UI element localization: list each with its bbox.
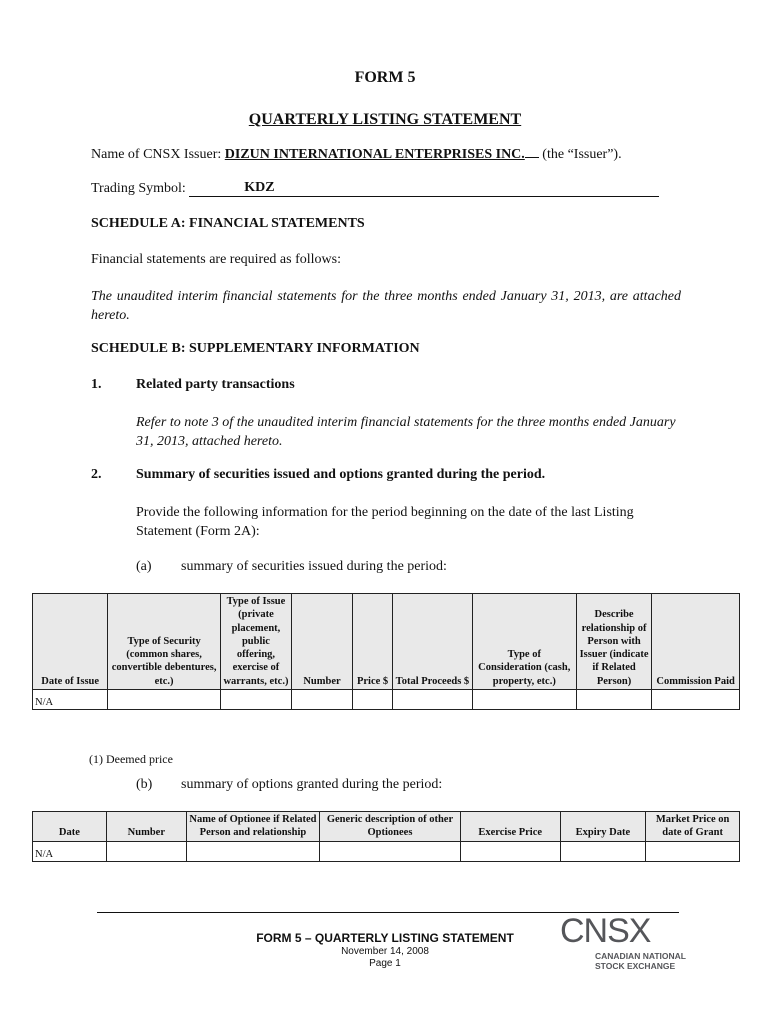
issuer-label: Name of CNSX Issuer: [91, 147, 222, 162]
table-header-row [33, 812, 740, 842]
col-expiry-date: Expiry Date [560, 812, 646, 842]
footer-title: FORM 5 – QUARTERLY LISTING STATEMENT [256, 931, 514, 945]
col-market-price: Market Price on date of Grant [646, 812, 740, 842]
footer-page: Page 1 [369, 958, 401, 969]
table-cell [393, 690, 472, 710]
item1-text: Refer to note 3 of the unaudited interim financial statements for the three months ended January 31, 2013, attached hereto. [136, 415, 676, 449]
issuer-suffix: (the “Issuer”). [542, 147, 622, 162]
statement-title: QUARTERLY LISTING STATEMENT [248, 111, 522, 128]
schedule-b-heading: SCHEDULE B: SUPPLEMENTARY INFORMATION [91, 341, 420, 356]
form-title: FORM 5 [354, 69, 416, 86]
item2-text: Provide the following information for the period beginning on the date of the last Listing Statement (Form 2A): [136, 505, 634, 539]
item2-title: Summary of securities issued and options granted during the period. [136, 467, 546, 482]
item-b-text: summary of options granted during the period: [181, 777, 443, 792]
col-commission-paid: Commission Paid [652, 594, 740, 690]
col-number: Number [106, 812, 186, 842]
table-a-footnote: (1) Deemed price [89, 752, 173, 766]
footer-date: November 14, 2008 [341, 946, 429, 957]
table-cell [292, 690, 353, 710]
col-date: Date [33, 812, 107, 842]
col-type-of-issue: Type of Issue (private placement, public offering, exercise of warrants, etc.) [220, 594, 291, 690]
table-cell: N/A [33, 841, 107, 861]
table-row [33, 690, 740, 710]
schedule-a-note: The unaudited interim financial statements for the three months ended January 31, 2013, are attached hereto. [91, 289, 681, 323]
table-cell [108, 690, 221, 710]
logo-line-2: STOCK EXCHANGE [595, 961, 676, 971]
col-generic-description: Generic description of other Optionees [320, 812, 461, 842]
item1-title: Related party transactions [136, 377, 295, 392]
col-price: Price $ [352, 594, 392, 690]
table-cell [560, 841, 646, 861]
table-cell: N/A [33, 690, 108, 710]
table-cell [646, 841, 740, 861]
securities-issued-table [32, 593, 740, 710]
col-type-of-consideration: Type of Consideration (cash, property, etc.) [472, 594, 576, 690]
trading-symbol-value: KDZ [244, 180, 275, 195]
schedule-a-intro: Financial statements are required as follows: [91, 252, 341, 267]
item2-number: 2. [91, 467, 102, 482]
table-cell [652, 690, 740, 710]
options-granted-table [32, 811, 740, 862]
table-cell [460, 841, 560, 861]
col-number: Number [292, 594, 353, 690]
item1-number: 1. [91, 377, 102, 392]
schedule-a-heading: SCHEDULE A: FINANCIAL STATEMENTS [91, 216, 365, 231]
logo-wordmark: CNSX [560, 912, 651, 950]
col-relationship: Describe relationship of Person with Issuer (indicate if Related Person) [576, 594, 651, 690]
issuer-name: DIZUN INTERNATIONAL ENTERPRISES INC. [224, 147, 525, 162]
col-date-of-issue: Date of Issue [33, 594, 108, 690]
item-a-label: (a) [136, 559, 152, 574]
table-cell [352, 690, 392, 710]
table-cell [576, 690, 651, 710]
table-header-row [33, 594, 740, 690]
trading-symbol-line [91, 180, 659, 197]
cnsx-logo [560, 913, 690, 973]
col-exercise-price: Exercise Price [460, 812, 560, 842]
table-cell [186, 841, 319, 861]
table-cell [472, 690, 576, 710]
table-cell [320, 841, 461, 861]
col-total-proceeds: Total Proceeds $ [393, 594, 472, 690]
table-cell [106, 841, 186, 861]
logo-line-1: CANADIAN NATIONAL [595, 951, 686, 961]
item-a-text: summary of securities issued during the period: [181, 559, 447, 574]
table-row [33, 841, 740, 861]
table-cell [220, 690, 291, 710]
col-optionee-name: Name of Optionee if Related Person and relationship [186, 812, 319, 842]
col-type-of-security: Type of Security (common shares, convertible debentures, etc.) [108, 594, 221, 690]
issuer-line [91, 147, 622, 163]
trading-symbol-label: Trading Symbol: [91, 181, 186, 196]
item-b-label: (b) [136, 777, 153, 792]
